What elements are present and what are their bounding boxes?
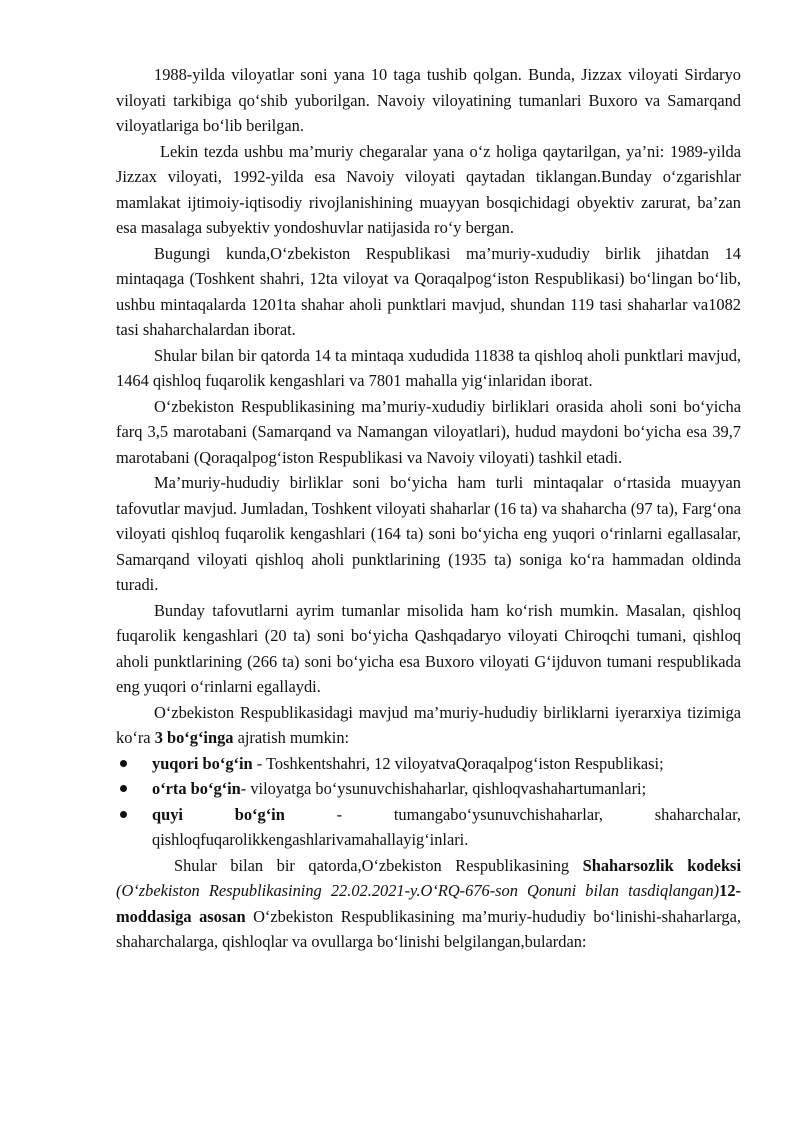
paragraph: Shular bilan bir qatorda 14 ta mintaqa xududida 11838 ta qishloq aholi punktlari mavjud, 1464 qishloq fuqarolik kengashlari va 7801 mahalla yig‘inlaridan iborat.	[116, 345, 741, 390]
final-lead: Shular bilan bir qatorda,O‘zbekiston Respublikasining	[174, 855, 583, 875]
bullet-term: quyi bo‘g‘in	[152, 804, 285, 824]
paragraph: Bugungi kunda,O‘zbekiston Respublikasi ma’muriy-xududiy birlik jihatdan 14 mintaqaga (Toshkent shahri, 12ta viloyat va Qoraqalpog‘iston Respublikasi) bo‘lingan bo‘lib, ushbu mintaqalarda 1201ta shahar aholi punktlari mavjud, shundan 119 tasi shaharlar va1082 tasi shaharchalardan iborat.	[116, 243, 741, 339]
list-item	[116, 751, 741, 777]
final-italic-ref: (O‘zbekiston Respublikasining 22.02.2021-y.O‘RQ-676-son Qonuni bilan tasdiqlangan)	[116, 881, 720, 900]
bullet-text: - viloyatga bo‘ysunuvchishaharlar, qishloqvashahartumanlari;	[240, 779, 647, 798]
final-paragraph	[116, 853, 741, 955]
final-bold-code: Shaharsozlik kodeksi	[582, 855, 741, 875]
paragraph: O‘zbekiston Respublikasining ma’muriy-xududiy birliklari orasida aholi soni bo‘yicha farq 3,5 marotabani (Samarqand va Namangan viloyatlari), hudud maydoni bo‘yicha esa 39,7 marotabani (Qoraqalpog‘iston Respublikasi va Navoiy viloyati) tashkil etadi.	[116, 396, 741, 467]
bullet-list	[116, 751, 741, 853]
document-page	[116, 62, 741, 955]
bullet-term: o‘rta bo‘g‘in	[152, 779, 241, 798]
bullet-text: - Toshkentshahri, 12 viloyatvaQoraqalpog‘iston Respublikasi;	[252, 753, 664, 773]
paragraph: 1988-yilda viloyatlar soni yana 10 taga tushib qolgan. Bunda, Jizzax viloyati Sirdaryo viloyati tarkibiga qo‘shib yuborilgan. Navoiy viloyatining tumanlari Buxoro va Samarqand viloyatlariga bo‘lib berilgan.	[116, 65, 741, 135]
final-tail: O‘zbekiston Respublikasining ma’muriy-hududiy bo‘linishi-shaharlarga, shaharchalarga, qishloqlar va ovullarga bo‘linishi belgilangan,bulardan:	[116, 906, 741, 951]
hierarchy-lead: O‘zbekiston Respublikasidagi mavjud ma’muriy-hududiy birliklarni iyerarxiya tizimiga ko‘ra	[116, 702, 741, 747]
paragraph: Ma’muriy-hududiy birliklar soni bo‘yicha ham turli mintaqalar o‘rtasida muayyan tafovutlar mavjud. Jumladan, Toshkent viloyati shaharlar (16 ta) va shaharcha (97 ta), Farg‘ona viloyati qishloq fuqarolik kengashlari (164 ta) soni bo‘yicha eng yuqori o‘rinlarni egallasalar, Samarqand viloyati qishloq aholi punktlarining (1935 ta) soniga ko‘ra hammadan oldinda turadi.	[116, 473, 741, 594]
bullet-term: yuqori bo‘g‘in	[152, 753, 253, 773]
final-bold-article: 12-moddasiga asosan	[116, 881, 741, 926]
hierarchy-bold: 3 bo‘g‘inga	[154, 728, 234, 747]
paragraph: Lekin tezda ushbu ma’muriy chegaralar yana o‘z holiga qaytarilgan, ya’ni: 1989-yilda Jizzax viloyati, 1992-yilda esa Navoiy viloyati qaytadan tiklangan.Bunday o‘zgarishlar mamlakat ijtimoiy-iqtisodiy rivojlanishining muayyan bosqichidagi obyektiv zarurat, ba’zan esa masalaga subyektiv yondoshuvlar natijasida ro‘y bergan.	[116, 141, 741, 237]
paragraph: Bunday tafovutlarni ayrim tumanlar misolida ham ko‘rish mumkin. Masalan, qishloq fuqarolik kengashlari (20 ta) soni bo‘yicha Qashqadaryo viloyati Chiroqchi tumani, qishloq aholi punktlarining (266 ta) soni bo‘yicha esa Buxoro viloyati G‘ijduvon tumani respublikada eng yuqori o‘rinlarni egallaydi.	[116, 600, 741, 696]
hierarchy-tail: ajratish mumkin:	[233, 728, 350, 747]
bullet-text: - tumangabo‘ysunuvchishaharlar, shaharchalar, qishloqfuqarolikkengashlarivamahallayig‘inlari.	[152, 804, 741, 849]
list-item	[116, 802, 741, 853]
list-item	[116, 776, 741, 802]
hierarchy-paragraph	[116, 700, 741, 751]
